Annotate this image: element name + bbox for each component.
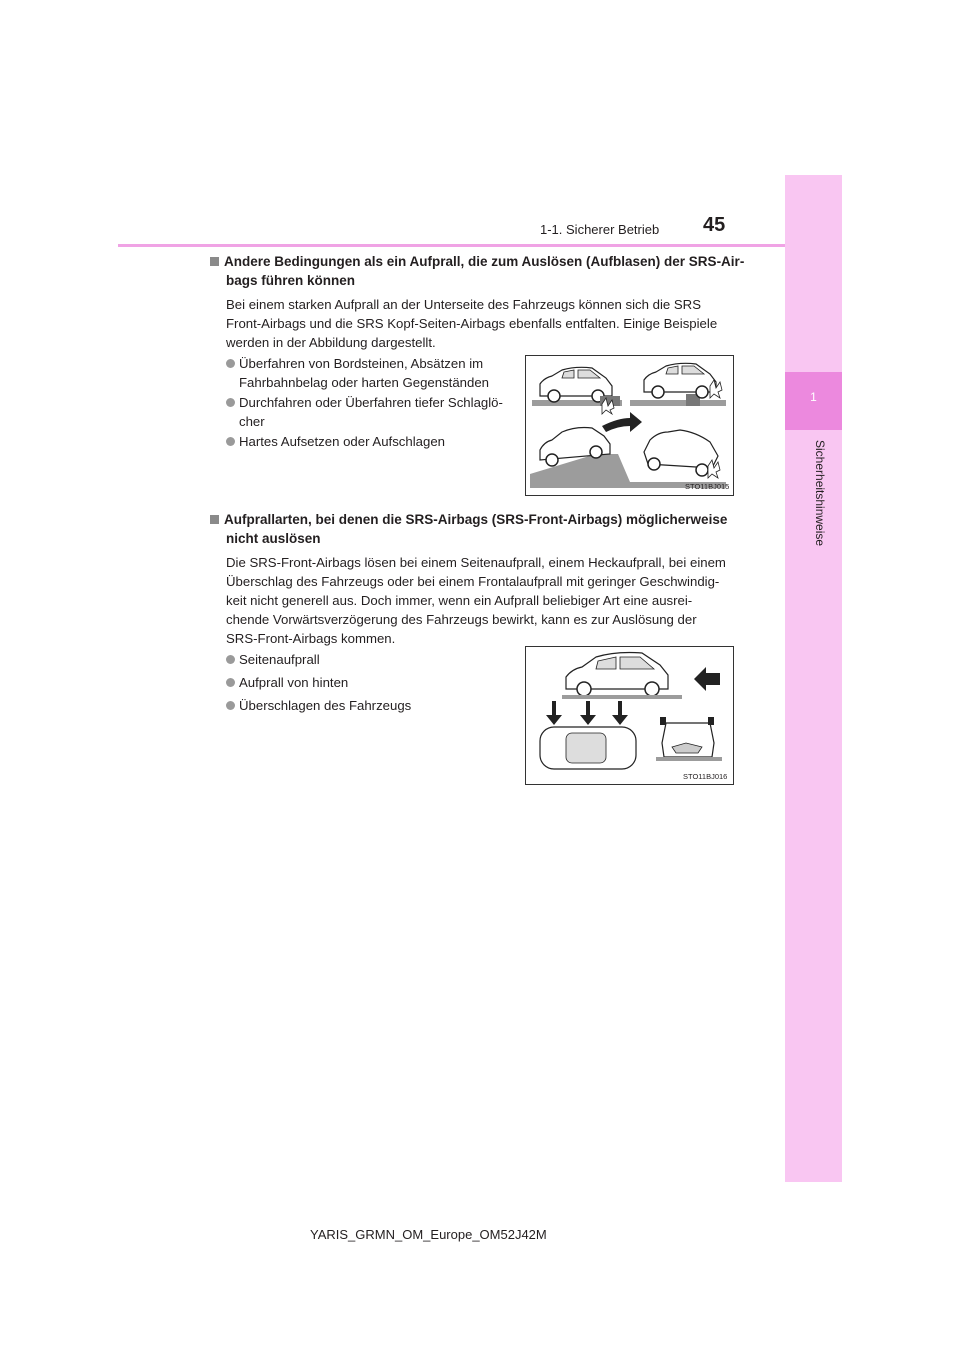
figure-code: STO11BJ016 bbox=[683, 772, 728, 781]
section2-heading: Aufprallarten, bei denen die SRS-Airbags (SRS-Front-Airbags) möglicherweise bbox=[210, 510, 750, 529]
section2-body-line: chende Vorwärtsverzögerung des Fahrzeugs bewirkt, kann es zur Auslösung der bbox=[226, 612, 697, 627]
car-illustration-2 bbox=[526, 647, 733, 784]
round-bullet-icon bbox=[226, 398, 235, 407]
car-illustration-1 bbox=[526, 356, 733, 495]
header-rule bbox=[118, 244, 785, 247]
section-title: 1-1. Sicherer Betrieb bbox=[540, 222, 660, 237]
page-number: 45 bbox=[703, 214, 726, 236]
round-bullet-icon bbox=[226, 701, 235, 710]
square-bullet-icon bbox=[210, 257, 219, 266]
section1-heading-cont: bags führen können bbox=[226, 273, 356, 288]
list-item-cont: Fahrbahnbelag oder harten Gegenständen bbox=[239, 375, 490, 390]
list-item: Überschlagen des Fahrzeugs bbox=[226, 696, 411, 715]
list-item: Hartes Aufsetzen oder Aufschlagen bbox=[226, 432, 445, 451]
chapter-title: Sicherheitshinweise bbox=[813, 440, 827, 547]
list-item-cont: cher bbox=[239, 414, 265, 429]
section2-body-line: Die SRS-Front-Airbags lösen bei einem Seitenaufprall, einem Heckaufprall, bei einem bbox=[226, 555, 726, 570]
figure-code: STO11BJ015 bbox=[685, 482, 730, 491]
document-id: YARIS_GRMN_OM_Europe_OM52J42M bbox=[310, 1227, 547, 1242]
square-bullet-icon bbox=[210, 515, 219, 524]
list-item: Seitenaufprall bbox=[226, 650, 320, 669]
section1-heading: Andere Bedingungen als ein Aufprall, die zum Auslösen (Aufblasen) der SRS-Air- bbox=[210, 252, 750, 271]
figure-curb-impact bbox=[525, 355, 734, 496]
list-item: Aufprall von hinten bbox=[226, 673, 348, 692]
chapter-side-tab bbox=[785, 175, 842, 1182]
section1-body-line: Bei einem starken Aufprall an der Unterseite des Fahrzeugs können sich die SRS bbox=[226, 297, 702, 312]
figure-non-deploy bbox=[525, 646, 734, 785]
section2-body-line: keit nicht generell aus. Doch immer, wenn ein Aufprall beliebiger Art eine ausrei- bbox=[226, 593, 693, 608]
round-bullet-icon bbox=[226, 655, 235, 664]
section2-body-line: SRS-Front-Airbags kommen. bbox=[226, 631, 396, 646]
list-item: Durchfahren oder Überfahren tiefer Schlaglö- bbox=[226, 393, 503, 412]
section2-body-line: Überschlag des Fahrzeugs oder bei einem Frontalaufprall mit geringer Geschwindig- bbox=[226, 574, 720, 589]
round-bullet-icon bbox=[226, 437, 235, 446]
section2-heading-cont: nicht auslösen bbox=[226, 531, 321, 546]
round-bullet-icon bbox=[226, 359, 235, 368]
section1-body-line: werden in der Abbildung dargestellt. bbox=[226, 335, 436, 350]
chapter-number: 1 bbox=[810, 390, 817, 404]
round-bullet-icon bbox=[226, 678, 235, 687]
section1-body-line: Front-Airbags und die SRS Kopf-Seiten-Airbags ebenfalls entfalten. Einige Beispiele bbox=[226, 316, 718, 331]
list-item: Überfahren von Bordsteinen, Absätzen im bbox=[226, 354, 483, 373]
